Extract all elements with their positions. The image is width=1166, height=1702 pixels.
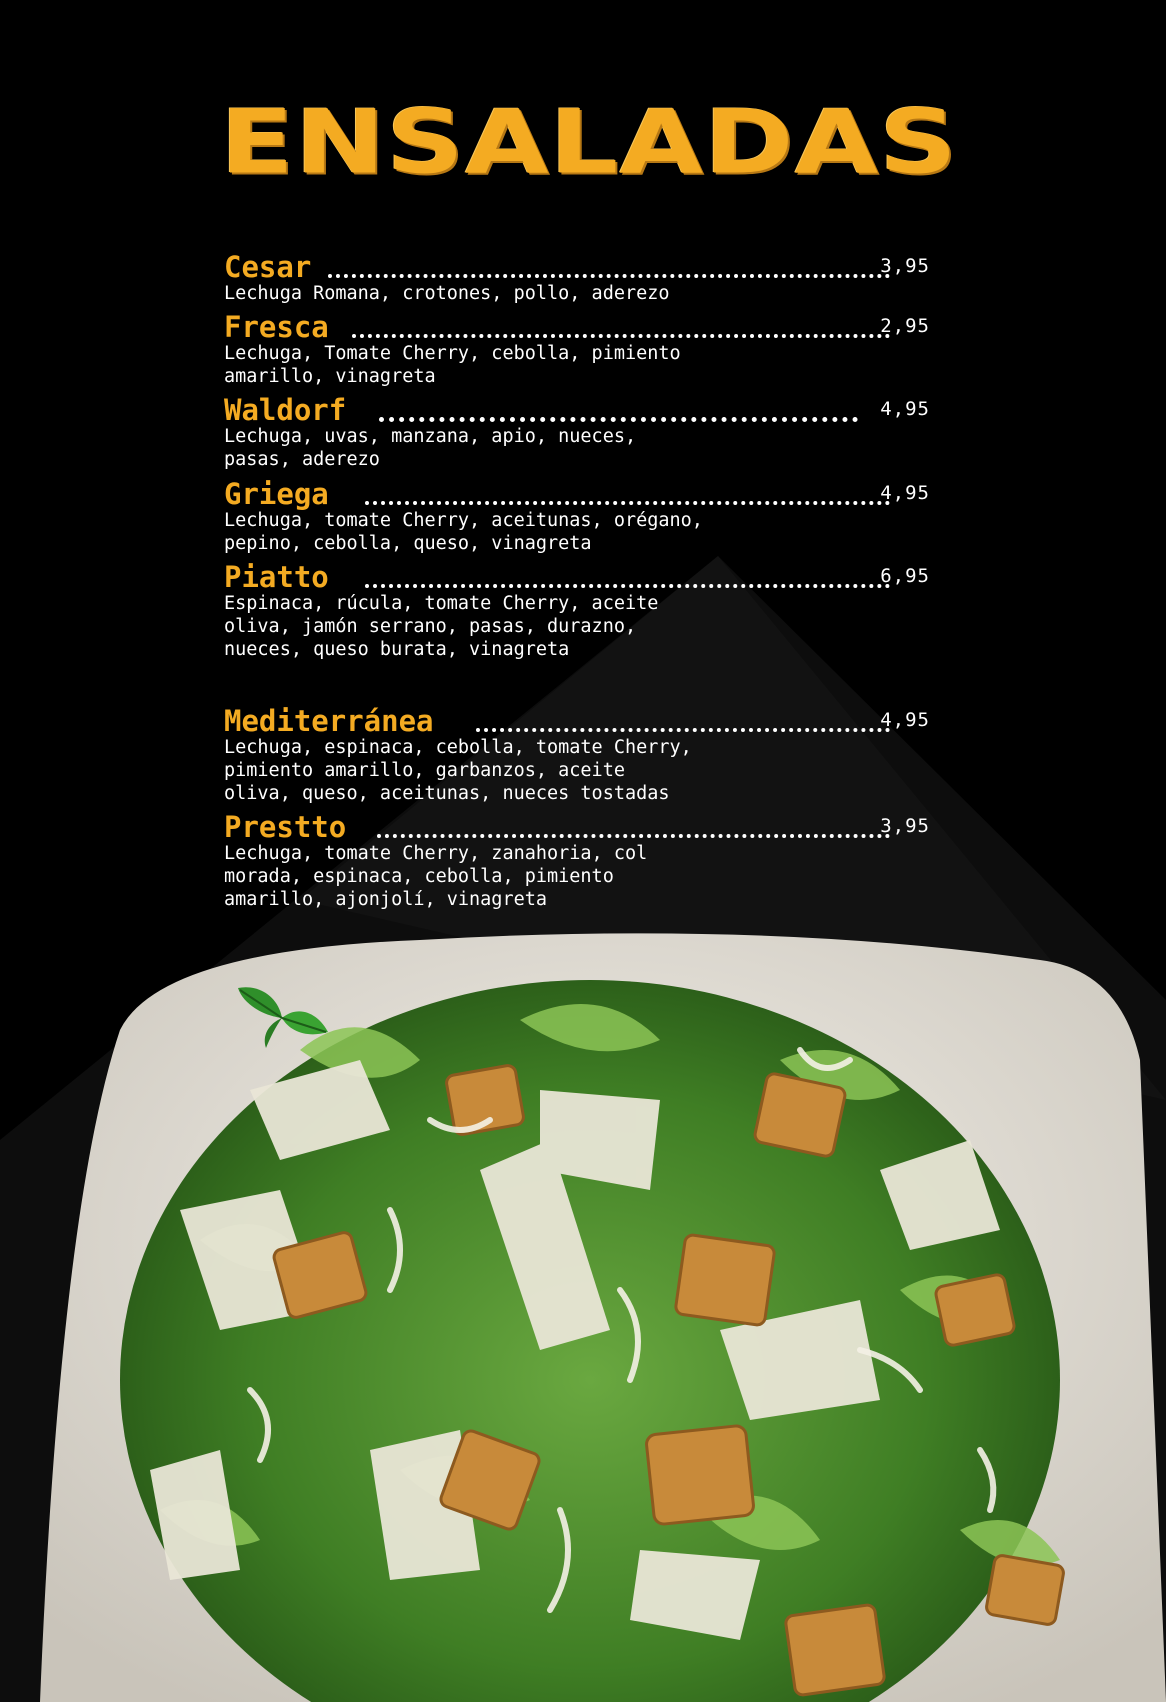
item-description: Espinaca, rúcula, tomate Cherry, aceite oliva, jamón serrano, pasas, durazno, nueces, queso burata, vinagreta <box>224 593 659 660</box>
item-name: Fresca <box>224 310 329 344</box>
leader-dots <box>379 407 858 422</box>
leader-dots <box>365 491 890 505</box>
menu-item-mediterranea <box>224 704 930 805</box>
item-price: 6,95 <box>880 565 930 587</box>
leader-dots <box>365 574 890 588</box>
menu-item-piatto <box>224 560 930 661</box>
item-description: Lechuga, tomate Cherry, zanahoria, col morada, espinaca, cebolla, pimiento amarillo, ajonjolí, vinagreta <box>224 843 648 910</box>
item-price: 4,95 <box>880 398 930 420</box>
menu-item-prestto <box>224 810 930 911</box>
menu-item-cesar <box>224 250 930 305</box>
basil-leaf-icon <box>236 976 330 1050</box>
item-description: Lechuga, Tomate Cherry, cebolla, pimiento amarillo, vinagreta <box>224 343 681 387</box>
menu-item-waldorf <box>224 393 930 471</box>
menu-item-fresca <box>224 310 930 388</box>
salad-photo <box>0 910 1166 1702</box>
item-description: Lechuga, espinaca, cebolla, tomate Cherry, pimiento amarillo, garbanzos, aceite oliva, queso, aceitunas, nueces tostadas <box>224 737 692 804</box>
item-name: Piatto <box>224 560 329 594</box>
item-name: Mediterránea <box>224 704 434 738</box>
leader-dots <box>328 264 890 278</box>
item-price: 3,95 <box>880 815 930 837</box>
menu-item-griega <box>224 477 930 555</box>
item-name: Prestto <box>224 810 347 844</box>
item-description: Lechuga, tomate Cherry, aceitunas, orégano, pepino, cebolla, queso, vinagreta <box>224 510 703 554</box>
leader-dots <box>352 324 890 338</box>
item-price: 2,95 <box>880 315 930 337</box>
item-name: Griega <box>224 477 329 511</box>
page-title: ENSALADAS <box>220 91 958 194</box>
item-price: 3,95 <box>880 255 930 277</box>
leader-dots <box>476 718 890 732</box>
item-price: 4,95 <box>880 709 930 731</box>
item-description: Lechuga, uvas, manzana, apio, nueces, pasas, aderezo <box>224 426 637 470</box>
item-description: Lechuga Romana, crotones, pollo, aderezo <box>224 283 670 304</box>
item-price: 4,95 <box>880 482 930 504</box>
item-name: Cesar <box>224 250 312 284</box>
item-name: Waldorf <box>224 393 347 427</box>
leader-dots <box>377 824 890 838</box>
